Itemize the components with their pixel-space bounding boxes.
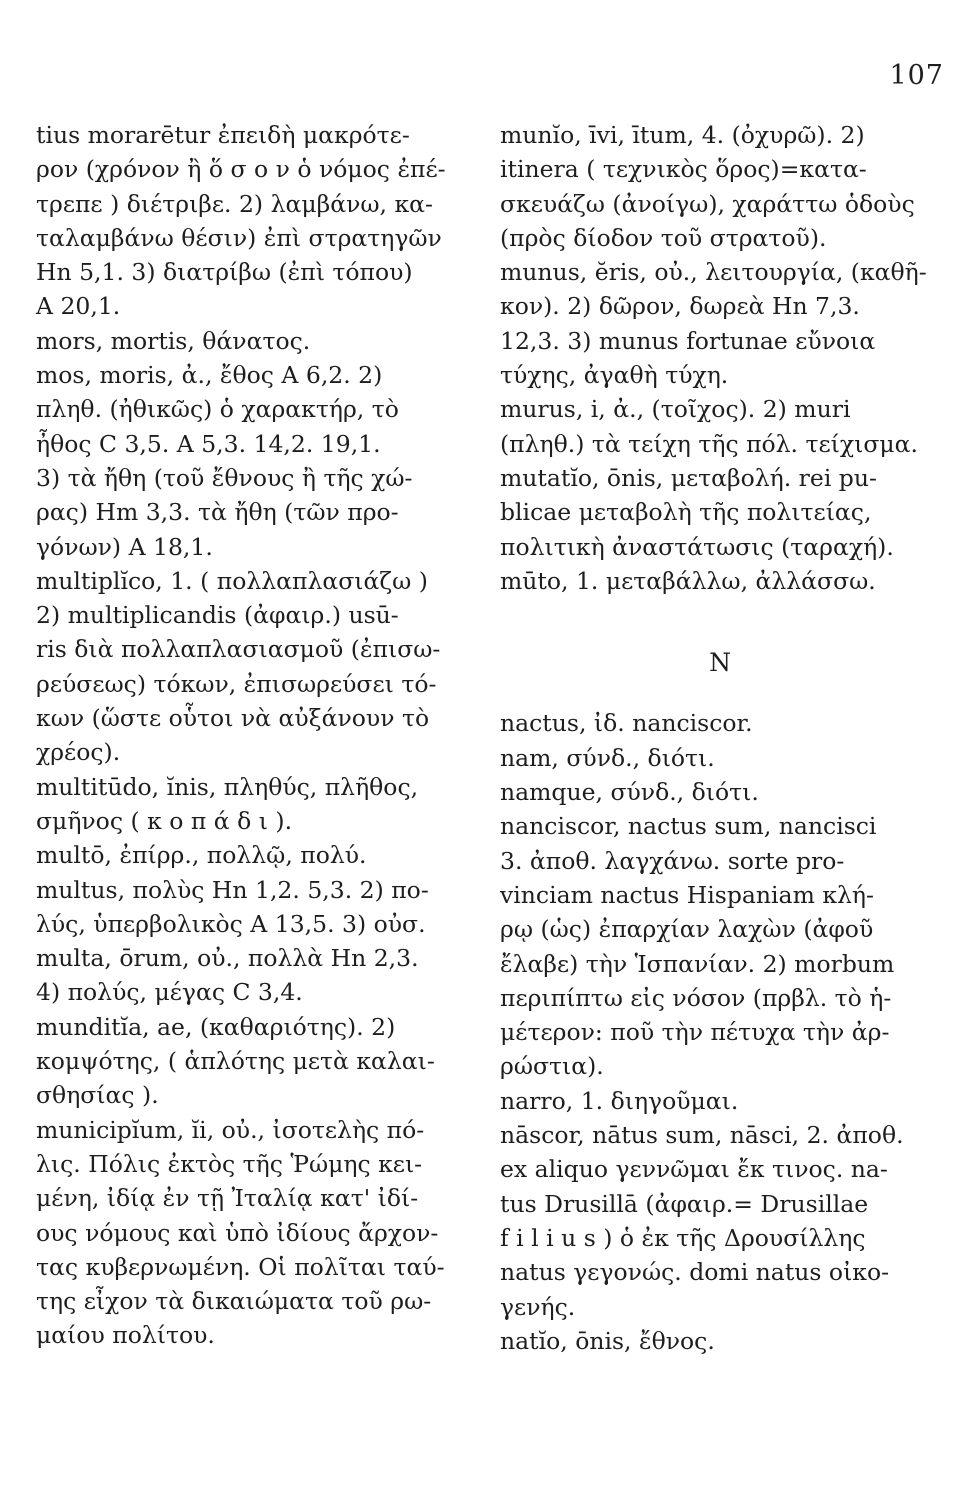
text-line: f i l i u s ) ὁ ἐκ τῆς Δρουσίλλης <box>500 1223 866 1252</box>
text-line: λις. Πόλις ἐκτὸς τῆς Ῥώμης κει- <box>36 1149 423 1178</box>
text-line: 3) τὰ ἤθη (τοῦ ἔθνους ἢ τῆς χώ- <box>36 463 413 492</box>
text-line: μαίου πολίτου. <box>36 1321 215 1350</box>
text-line: mors, mortis, θάνατος. <box>36 326 311 355</box>
text-line: munditĭa, ae, (καθαριότης). 2) <box>36 1012 396 1041</box>
text-line: nam, σύνδ., διότι. <box>500 743 715 772</box>
text-line: σθησίας ). <box>36 1081 159 1110</box>
text-line: (πληθ.) τὰ τείχη τῆς πόλ. τείχισμα. <box>500 429 918 458</box>
text-line: multō, ἐπίρρ., πολλῷ, πολύ. <box>36 841 367 870</box>
right-column-bottom-entries <box>500 706 940 1358</box>
text-line: ρας) Hm 3,3. τὰ ἤθη (τῶν προ- <box>36 498 399 527</box>
text-line: ἔλαβε) τὴν Ἱσπανίαν. 2) morbum <box>500 949 895 978</box>
text-line: Hn 5,1. 3) διατρίβω (ἐπὶ τόπου) <box>36 258 413 287</box>
page-number: 107 <box>889 60 944 91</box>
text-line: 2) multiplicandis (ἀφαιρ.) usū- <box>36 601 399 630</box>
text-line: multitūdo, ĭnis, πληθύς, πλῆθος, <box>36 772 419 801</box>
text-line: narro, 1. διηγοῦμαι. <box>500 1086 739 1115</box>
text-line: A 20,1. <box>36 292 121 321</box>
text-line: ρῳ (ὡς) ἐπαρχίαν λαχὼν (ἀφοῦ <box>500 915 874 944</box>
text-line: της εἶχον τὰ δικαιώματα τοῦ ρω- <box>36 1287 432 1316</box>
text-line: multa, ōrum, οὐ., πολλὰ Hn 2,3. <box>36 944 419 973</box>
text-line: ἦθος C 3,5. A 5,3. 14,2. 19,1. <box>36 429 381 458</box>
text-line: τας κυβερνωμένη. Οἱ πολῖται ταύ- <box>36 1252 445 1281</box>
text-line: ρον (χρόνον ἢ ὅ σ ο ν ὁ νόμος ἐπέ- <box>36 155 446 184</box>
right-column-top-entries <box>500 118 940 598</box>
text-line: ris διὰ πολλαπλασιασμοῦ (ἐπισω- <box>36 635 441 664</box>
text-line: (πρὸς δίοδον τοῦ στρατοῦ). <box>500 223 827 252</box>
text-line: natĭo, ōnis, ἔθνος. <box>500 1326 715 1355</box>
section-letter-heading: N <box>709 648 731 678</box>
text-line: ρεύσεως) τόκων, ἐπισωρεύσει τό- <box>36 669 437 698</box>
text-line: 3. ἀποθ. λαγχάνω. sorte pro- <box>500 846 845 875</box>
text-line: πολιτικὴ ἀναστάτωσις (ταραχή). <box>500 532 894 561</box>
text-line: municipĭum, ĭi, οὐ., ἰσοτελὴς πό- <box>36 1115 425 1144</box>
text-line: σκευάζω (ἀνοίγω), χαράττω ὁδοὺς <box>500 189 915 218</box>
text-line: nactus, ἰδ. nanciscor. <box>500 709 753 738</box>
text-line: vinciam nactus Hispaniam κλή- <box>500 880 874 909</box>
text-line: tus Drusillā (ἀφαιρ.= Drusillae <box>500 1189 869 1218</box>
text-line: πληθ. (ἠθικῶς) ὁ χαρακτήρ, τὸ <box>36 395 399 424</box>
text-line: natus γεγονώς. domi natus οἰκο- <box>500 1258 890 1287</box>
text-line: nanciscor, nactus sum, nancisci <box>500 812 877 841</box>
text-line: τρεπε ) διέτριβε. 2) λαμβάνω, κα- <box>36 189 433 218</box>
text-line: περιπίπτω εἰς νόσον (πρβλ. τὸ ἡ- <box>500 983 892 1012</box>
text-line: multiplĭco, 1. ( πολλαπλασιάζω ) <box>36 566 428 595</box>
text-line: murus, i, ἀ., (τοῖχος). 2) muri <box>500 395 851 424</box>
text-line: blicae μεταβολὴ τῆς πολιτείας, <box>500 498 872 527</box>
text-line: κομψότης, ( ἁπλότης μετὰ καλαι- <box>36 1047 435 1076</box>
text-line: mūto, 1. μεταβάλλω, ἀλλάσσω. <box>500 566 876 595</box>
right-column <box>500 118 940 1358</box>
text-line: namque, σύνδ., διότι. <box>500 778 759 807</box>
text-line: ex aliquo γεννῶμαι ἔκ τινος. na- <box>500 1155 888 1184</box>
text-line: mutatĭo, ōnis, μεταβολή. rei pu- <box>500 463 877 492</box>
text-line: nāscor, nātus sum, nāsci, 2. ἀποθ. <box>500 1121 904 1150</box>
text-line: γενής. <box>500 1292 576 1321</box>
text-line: μένη, ἰδίᾳ ἐν τῇ Ἰταλίᾳ κατ' ἰδί- <box>36 1184 419 1213</box>
text-line: 12,3. 3) munus fortunae εὔνοια <box>500 326 876 355</box>
text-line: ρώστια). <box>500 1052 604 1081</box>
text-line: 4) πολύς, μέγας C 3,4. <box>36 978 303 1007</box>
text-line: λύς, ὑπερβολικὸς A 13,5. 3) οὐσ. <box>36 909 426 938</box>
text-line: κων (ὥστε οὗτοι νὰ αὐξάνουν τὸ <box>36 704 430 733</box>
text-line: mos, moris, ἀ., ἔθος A 6,2. 2) <box>36 361 383 390</box>
text-line: χρέος). <box>36 738 121 767</box>
text-line: itinera ( τεχνικὸς ὅρος)=κατα- <box>500 155 867 184</box>
text-line: multus, πολὺς Hn 1,2. 5,3. 2) πο- <box>36 875 429 904</box>
left-column <box>36 118 476 1353</box>
text-line: ους νόμους καὶ ὑπὸ ἰδίους ἄρχον- <box>36 1218 439 1247</box>
text-line: τύχης, ἀγαθὴ τύχη. <box>500 361 729 390</box>
text-line: munus, ĕris, οὐ., λειτουργία, (καθῆ- <box>500 258 927 287</box>
text-line: γόνων) A 18,1. <box>36 532 213 561</box>
text-line: σμῆνος ( κ ο π ά δ ι ). <box>36 806 293 835</box>
text-line: κον). 2) δῶρον, δωρεὰ Hn 7,3. <box>500 292 860 321</box>
text-line: ταλαμβάνω θέσιν) ἐπὶ στρατηγῶν <box>36 223 442 252</box>
text-line: μέτερον: ποῦ τὴν πέτυχα τὴν ἀρ- <box>500 1018 890 1047</box>
text-line: tius morarētur ἐπειδὴ μακρότε- <box>36 121 410 149</box>
text-line: munĭo, īvi, ītum, 4. (ὀχυρῶ). 2) <box>500 121 865 149</box>
